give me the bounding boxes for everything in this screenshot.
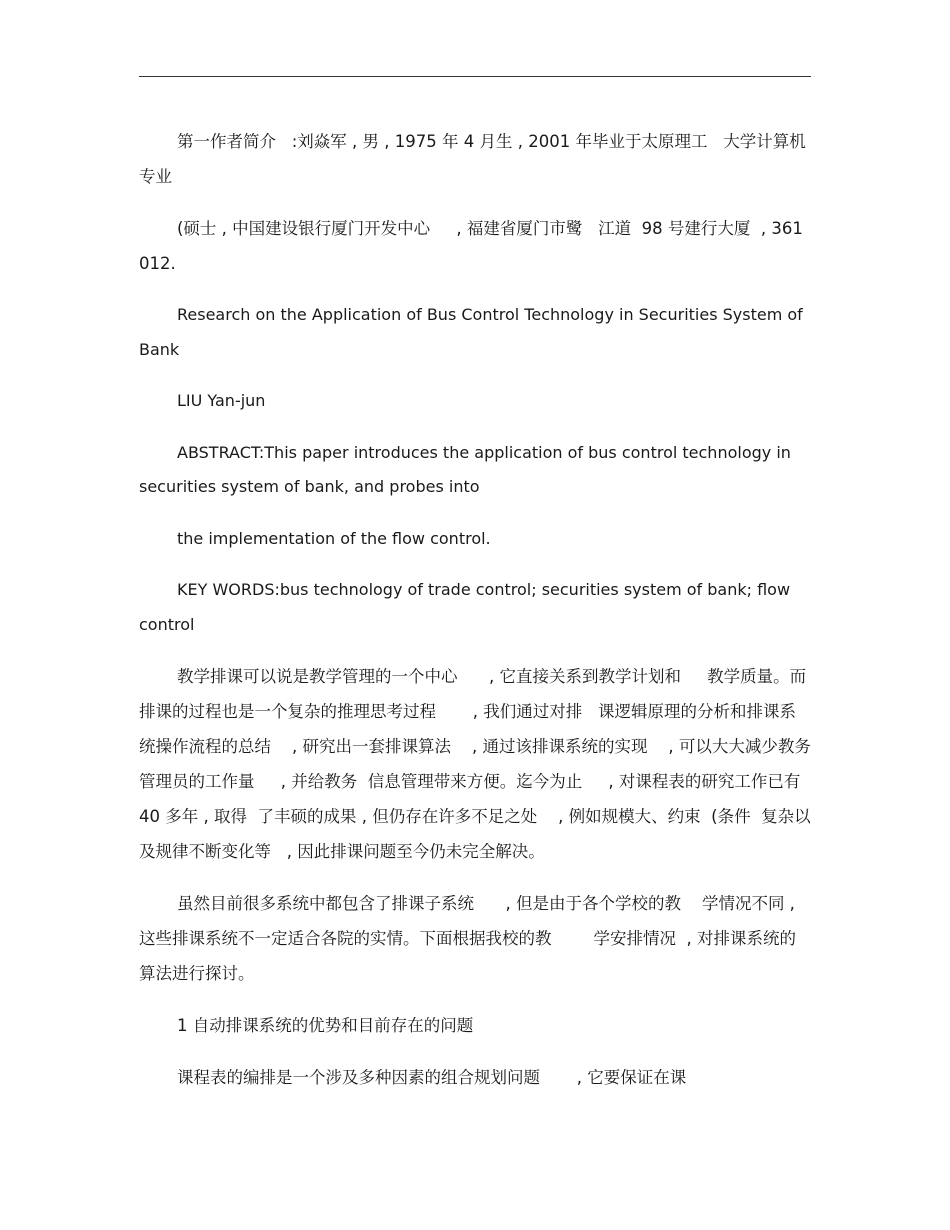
body-paragraph: 课程表的编排是一个涉及多种因素的组合规划问题 , 它要保证在课: [177, 1068, 687, 1087]
header-rule: [139, 76, 811, 77]
abstract-continuation: the implementation of the flow control.: [177, 528, 491, 548]
abstract-paragraph: ABSTRACT:This paper introduces the application of bus control technology in securities system of bank, and probes into: [139, 442, 796, 496]
author-bio-paragraph: 第一作者简介 :刘焱军 , 男 , 1975 年 4 月生 , 2001 年毕业于太原理工 大学计算机专业: [139, 132, 806, 186]
english-title: Research on the Application of Bus Control Technology in Securities System of Bank: [139, 305, 808, 359]
keywords-paragraph: KEY WORDS:bus technology of trade control; securities system of bank; flow control: [139, 580, 796, 634]
english-author: LIU Yan-jun: [177, 391, 266, 410]
body-paragraph: 虽然目前很多系统中都包含了排课子系统 , 但是由于各个学校的教 学情况不同 , 这些排课系统不一定适合各院的实情。下面根据我校的教 学安排情况 , 对排课系统的算法进行探讨。: [139, 894, 801, 983]
body-paragraph: 教学排课可以说是教学管理的一个中心 , 它直接关系到教学计划和 教学质量。而排课的过程也是一个复杂的推理思考过程 , 我们通过对排 课逻辑原理的分析和排课系统操作流程的总结 , 研究出一套排课算法 , 通过该排课系统的实现 , 可以大大减少教务管理员的工作量 , 并给教务 信息管理带来方便。迄今为止 , 对课程表的研究工作已有 40 多年 , 取得 了丰硕的成果 , 但仍存在许多不足之处 , 例如规模大、约束 (条件 复杂以 及规律不断变化等 , 因此排课问题至今仍未完全解决。: [139, 667, 822, 861]
author-affiliation-paragraph: (硕士 , 中国建设银行厦门开发中心 , 福建省厦门市鹭 江道 98 号建行大厦 , 361012.: [139, 219, 803, 273]
document-body: [139, 124, 822, 1112]
section-heading: 1 自动排课系统的优势和目前存在的问题: [177, 1016, 474, 1035]
